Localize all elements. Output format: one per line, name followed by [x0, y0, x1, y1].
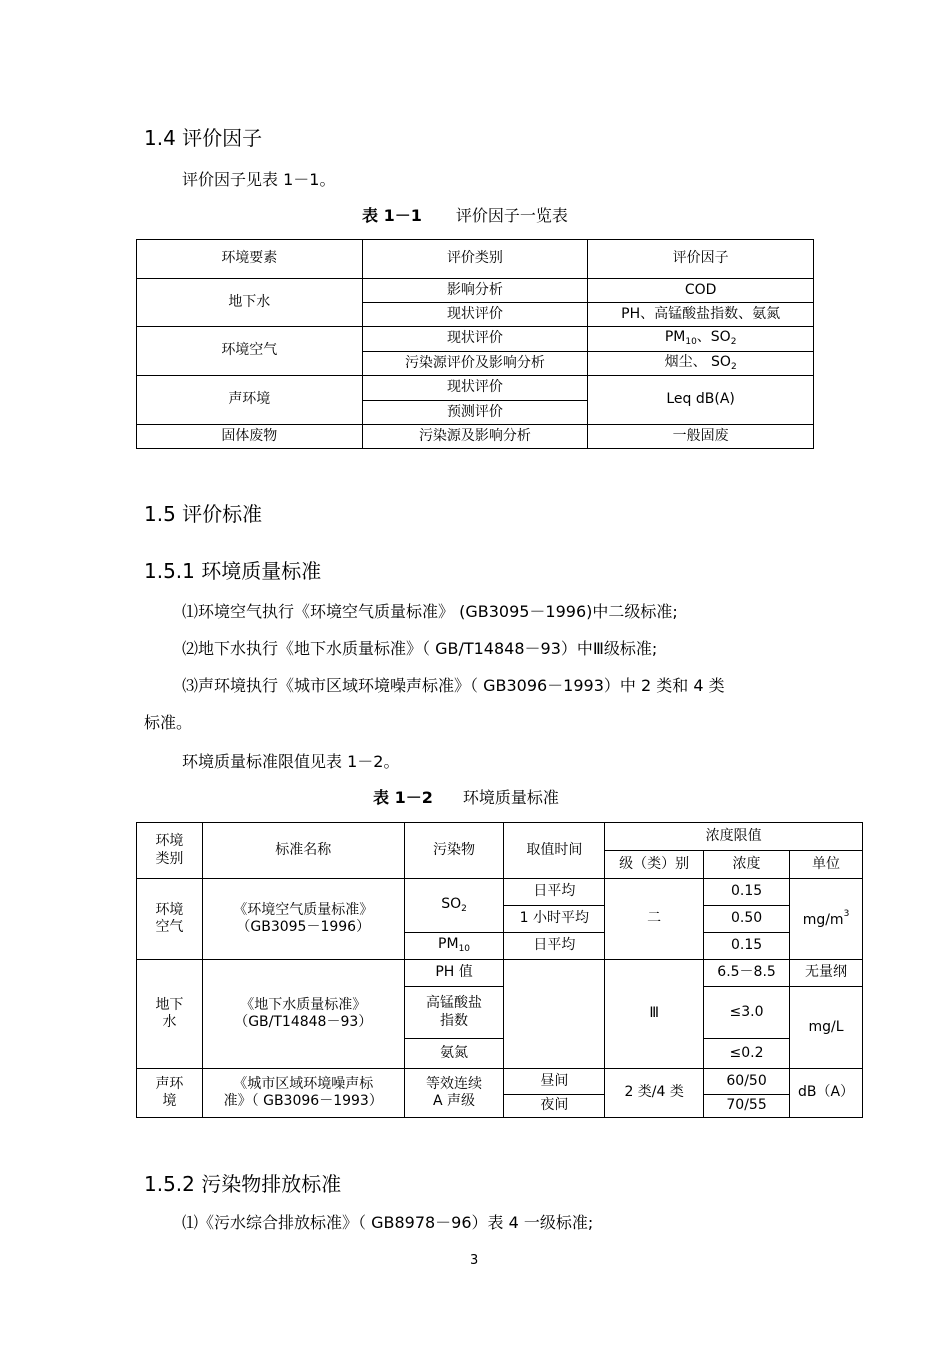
table1-cell: 固体废物	[137, 425, 363, 449]
table2-superscript: 3	[843, 908, 850, 919]
table1-cell: 污染源及影响分析	[362, 425, 588, 449]
table1-cell: 一般固废	[588, 425, 814, 449]
table2-header: 浓度	[704, 851, 790, 879]
table1-cell: 现状评价	[362, 376, 588, 401]
table2-cell	[504, 960, 605, 1069]
table2-text: 地下	[155, 996, 184, 1013]
table2-caption-number: 表 1－2	[373, 788, 433, 807]
section-1-5-1-item-3: ⑶声环境执行《城市区域环境噪声标准》（ GB3096－1993）中 2 类和 4 类	[182, 676, 725, 695]
table1-cell: Leq dB(A)	[588, 376, 814, 425]
table2-text: 空气	[155, 919, 184, 935]
table2-header: 级（类）别	[605, 851, 704, 879]
table2-text: 《环境空气质量标准》	[233, 901, 374, 918]
table2-text: mg/m	[802, 911, 844, 928]
table2-text: 声环	[155, 1075, 184, 1092]
table1-text: 烟尘、 SO	[664, 353, 731, 370]
table2-text: （GB/T14848－93）	[234, 1014, 373, 1030]
table-quality-standards	[136, 822, 863, 1118]
table2-cell: ≤0.2	[704, 1039, 790, 1069]
table1-header: 评价类别	[362, 240, 588, 279]
table2-header: 标准名称	[202, 823, 404, 879]
section-1-5-title: 1.5 评价标准	[144, 502, 263, 526]
table1-cell: PH、高锰酸盐指数、氨氮	[588, 303, 814, 327]
table2-header: 浓度限值	[605, 823, 863, 851]
table2-cell: 日平均	[504, 879, 605, 906]
table1-cell: 污染源评价及影响分析	[362, 352, 588, 376]
table2-header: 单位	[790, 851, 863, 879]
table1-cell	[588, 352, 814, 376]
section-1-4-paragraph: 评价因子见表 1－1。	[182, 170, 336, 189]
table2-text: 环境	[155, 901, 184, 918]
table1-text: PM	[664, 329, 686, 346]
table1-caption-title: 评价因子一览表	[455, 206, 568, 225]
table1-subscript: 2	[730, 337, 737, 348]
table2-text: SO	[441, 895, 462, 912]
table2-cell: mg/L	[790, 987, 863, 1069]
table2-cell	[404, 1069, 504, 1118]
table2-text: 高锰酸盐	[426, 995, 483, 1011]
section-1-5-1-title: 1.5.1 环境质量标准	[144, 559, 322, 583]
table2-subscript: 2	[461, 903, 467, 914]
table2-cell	[790, 879, 863, 960]
table2-text: 《城市区域环境噪声标	[233, 1075, 374, 1092]
table2-caption	[373, 785, 559, 808]
table2-cell: PH 值	[404, 960, 504, 987]
table2-cell: 60/50	[704, 1069, 790, 1095]
table2-text: PM	[438, 936, 459, 953]
table2-cell: 二	[605, 879, 704, 960]
section-1-5-1-item-1: ⑴环境空气执行《环境空气质量标准》 (GB3095－1996)中二级标准;	[182, 602, 678, 621]
table1-header: 评价因子	[588, 240, 814, 279]
table2-cell	[137, 1069, 203, 1118]
table2-text: （GB3095－1996）	[236, 919, 371, 935]
table2-cell: 昼间	[504, 1069, 605, 1095]
table2-text: 环境	[155, 833, 184, 849]
section-1-5-1-paragraph: 环境质量标准限值见表 1－2。	[182, 752, 400, 771]
table2-text: 等效连续	[426, 1075, 483, 1092]
table2-text: 境	[162, 1093, 177, 1109]
table2-cell: 日平均	[504, 933, 605, 960]
table1-caption	[362, 203, 568, 226]
table1-cell: 影响分析	[362, 279, 588, 303]
table2-cell: 0.15	[704, 933, 790, 960]
table2-cell	[202, 1069, 404, 1118]
table2-cell: 6.5－8.5	[704, 960, 790, 987]
table1-cell: 预测评价	[362, 401, 588, 425]
table1-text: 、SO	[696, 329, 731, 346]
section-1-5-1-item-2: ⑵地下水执行《地下水质量标准》（ GB/T14848－93）中Ⅲ级标准;	[182, 639, 658, 658]
table2-subscript: 10	[458, 944, 471, 955]
table1-cell: 声环境	[137, 376, 363, 425]
table2-cell: 1 小时平均	[504, 906, 605, 933]
table2-cell: Ⅲ	[605, 960, 704, 1069]
table2-text: 《地下水质量标准》	[240, 996, 367, 1013]
table1-cell: 现状评价	[362, 327, 588, 352]
table2-cell: 氨氮	[404, 1039, 504, 1069]
table2-cell	[404, 933, 504, 960]
section-1-5-2-item-1: ⑴《污水综合排放标准》（ GB8978－96）表 4 一级标准;	[182, 1213, 594, 1232]
table2-text: 指数	[440, 1012, 469, 1029]
table2-cell: 70/55	[704, 1095, 790, 1118]
table-evaluation-factors	[136, 239, 814, 449]
table1-caption-number: 表 1－1	[362, 206, 422, 225]
table2-cell: ≤3.0	[704, 987, 790, 1039]
section-1-4-title: 1.4 评价因子	[144, 126, 263, 150]
table2-cell: 0.50	[704, 906, 790, 933]
table2-cell: 无量纲	[790, 960, 863, 987]
section-1-5-2-title: 1.5.2 污染物排放标准	[144, 1172, 342, 1196]
table2-cell	[202, 960, 404, 1069]
table1-cell: 环境空气	[137, 327, 363, 376]
table2-text: 水	[162, 1014, 177, 1030]
table2-cell	[202, 879, 404, 960]
table2-cell: dB（A）	[790, 1069, 863, 1118]
table1-cell: 地下水	[137, 279, 363, 327]
table2-header: 污染物	[404, 823, 504, 879]
table2-cell: 夜间	[504, 1095, 605, 1118]
table2-header	[137, 823, 203, 879]
table1-header: 环境要素	[137, 240, 363, 279]
table1-cell	[588, 327, 814, 352]
section-1-5-1-item-3-cont: 标准。	[144, 713, 193, 732]
table1-subscript: 10	[685, 337, 697, 348]
table2-cell	[137, 879, 203, 960]
table2-text: 准》（ GB3096－1993）	[223, 1093, 383, 1109]
table2-cell	[137, 960, 203, 1069]
page-number: 3	[470, 1253, 479, 1268]
table2-caption-title: 环境质量标准	[462, 788, 559, 807]
table2-cell: 0.15	[704, 879, 790, 906]
table2-text: 类别	[155, 850, 184, 867]
table2-cell	[404, 879, 504, 933]
table1-cell: 现状评价	[362, 303, 588, 327]
table2-header: 取值时间	[504, 823, 605, 879]
table2-cell	[404, 987, 504, 1039]
table1-cell: COD	[588, 279, 814, 303]
table2-cell: 2 类/4 类	[605, 1069, 704, 1118]
table2-text: A 声级	[433, 1093, 476, 1109]
table1-subscript: 2	[730, 361, 737, 372]
